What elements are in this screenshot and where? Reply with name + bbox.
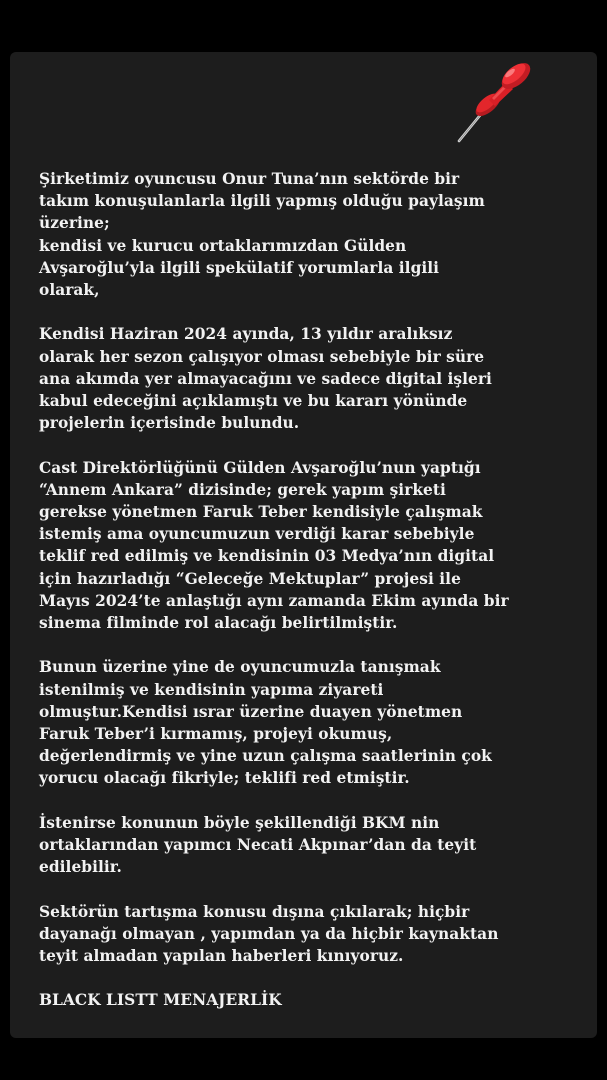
paragraph-gap — [39, 301, 569, 323]
text-line: dayanağı olmayan , yapımdan ya da hiçbir kaynaktan — [39, 924, 499, 943]
statement-paragraph — [39, 656, 569, 789]
text-line: istemiş ama oyuncumuzun verdiği karar sebebiyle — [39, 525, 475, 544]
text-line: gerekse yönetmen Faruk Teber kendisiyle çalışmak — [39, 503, 483, 522]
text-line: Mayıs 2024’te anlaştığı aynı zamanda Ekim ayında bir — [39, 591, 509, 610]
text-line: Kendisi Haziran 2024 ayında, 13 yıldır aralıksız — [39, 325, 453, 344]
text-line: “Annem Ankara” dizisinde; gerek yapım şirketi — [39, 480, 446, 499]
text-line: Avşaroğlu’yla ilgili spekülatif yorumlarla ilgili — [39, 258, 440, 277]
text-line: üzerine; — [39, 214, 110, 233]
statement-paragraph — [39, 812, 569, 879]
statement-paragraph — [39, 168, 569, 301]
text-line: ortaklarından yapımcı Necati Akpınar’dan da teyit — [39, 836, 477, 855]
text-line: Faruk Teber’i kırmamış, projeyi okumuş, — [39, 725, 393, 744]
text-line: Cast Direktörlüğünü Gülden Avşaroğlu’nun yaptığı — [39, 458, 481, 477]
text-line: sinema filminde rol alacağı belirtilmiştir. — [39, 614, 398, 633]
pushpin-icon — [456, 58, 536, 144]
text-line: kendisi ve kurucu ortaklarımızdan Gülden — [39, 236, 407, 255]
text-line: olarak her sezon çalışıyor olması sebebiyle bir süre — [39, 347, 485, 366]
text-line: Şirketimiz oyuncusu Onur Tuna’nın sektörde bir — [39, 170, 460, 188]
paragraph-gap — [39, 967, 569, 989]
statement-paragraph — [39, 323, 569, 434]
statement-text — [39, 168, 569, 1012]
text-line: Bunun üzerine yine de oyuncumuzla tanışmak — [39, 658, 441, 677]
text-line: BLACK LISTT MENAJERLİK — [39, 991, 282, 1010]
text-line: teklif red edilmiş ve kendisinin 03 Medya’nın digital — [39, 547, 495, 566]
text-line: olarak, — [39, 281, 100, 300]
paragraph-gap — [39, 434, 569, 456]
text-line: yorucu olacağı fikriyle; teklifi red etmiştir. — [39, 769, 410, 788]
statement-paragraph — [39, 457, 569, 635]
text-line: edilebilir. — [39, 858, 122, 877]
paragraph-gap — [39, 790, 569, 812]
text-line: İstenirse konunun böyle şekillendiği BKM nin — [39, 813, 440, 832]
text-line: teyit almadan yapılan haberleri kınıyoruz. — [39, 947, 404, 966]
text-line: Sektörün tartışma konusu dışına çıkılarak; hiçbir — [39, 902, 470, 921]
text-line: takım konuşulanlarla ilgili yapmış olduğu paylaşım — [39, 192, 485, 211]
text-line: değerlendirmiş ve yine uzun çalışma saatlerinin çok — [39, 747, 492, 766]
text-line: kabul edeceğini açıklamıştı ve bu kararı yönünde — [39, 392, 468, 411]
text-line: ana akımda yer almayacağını ve sadece digital işleri — [39, 369, 492, 388]
text-line: projelerin içerisinde bulundu. — [39, 414, 300, 433]
text-line: olmuştur.Kendisi ısrar üzerine duayen yönetmen — [39, 702, 463, 721]
paragraph-gap — [39, 878, 569, 900]
statement-paragraph — [39, 901, 569, 968]
signature — [39, 989, 569, 1011]
paragraph-gap — [39, 634, 569, 656]
text-line: istenilmiş ve kendisinin yapıma ziyareti — [39, 680, 384, 699]
text-line: için hazırladığı “Geleceğe Mektuplar” projesi ile — [39, 569, 461, 588]
